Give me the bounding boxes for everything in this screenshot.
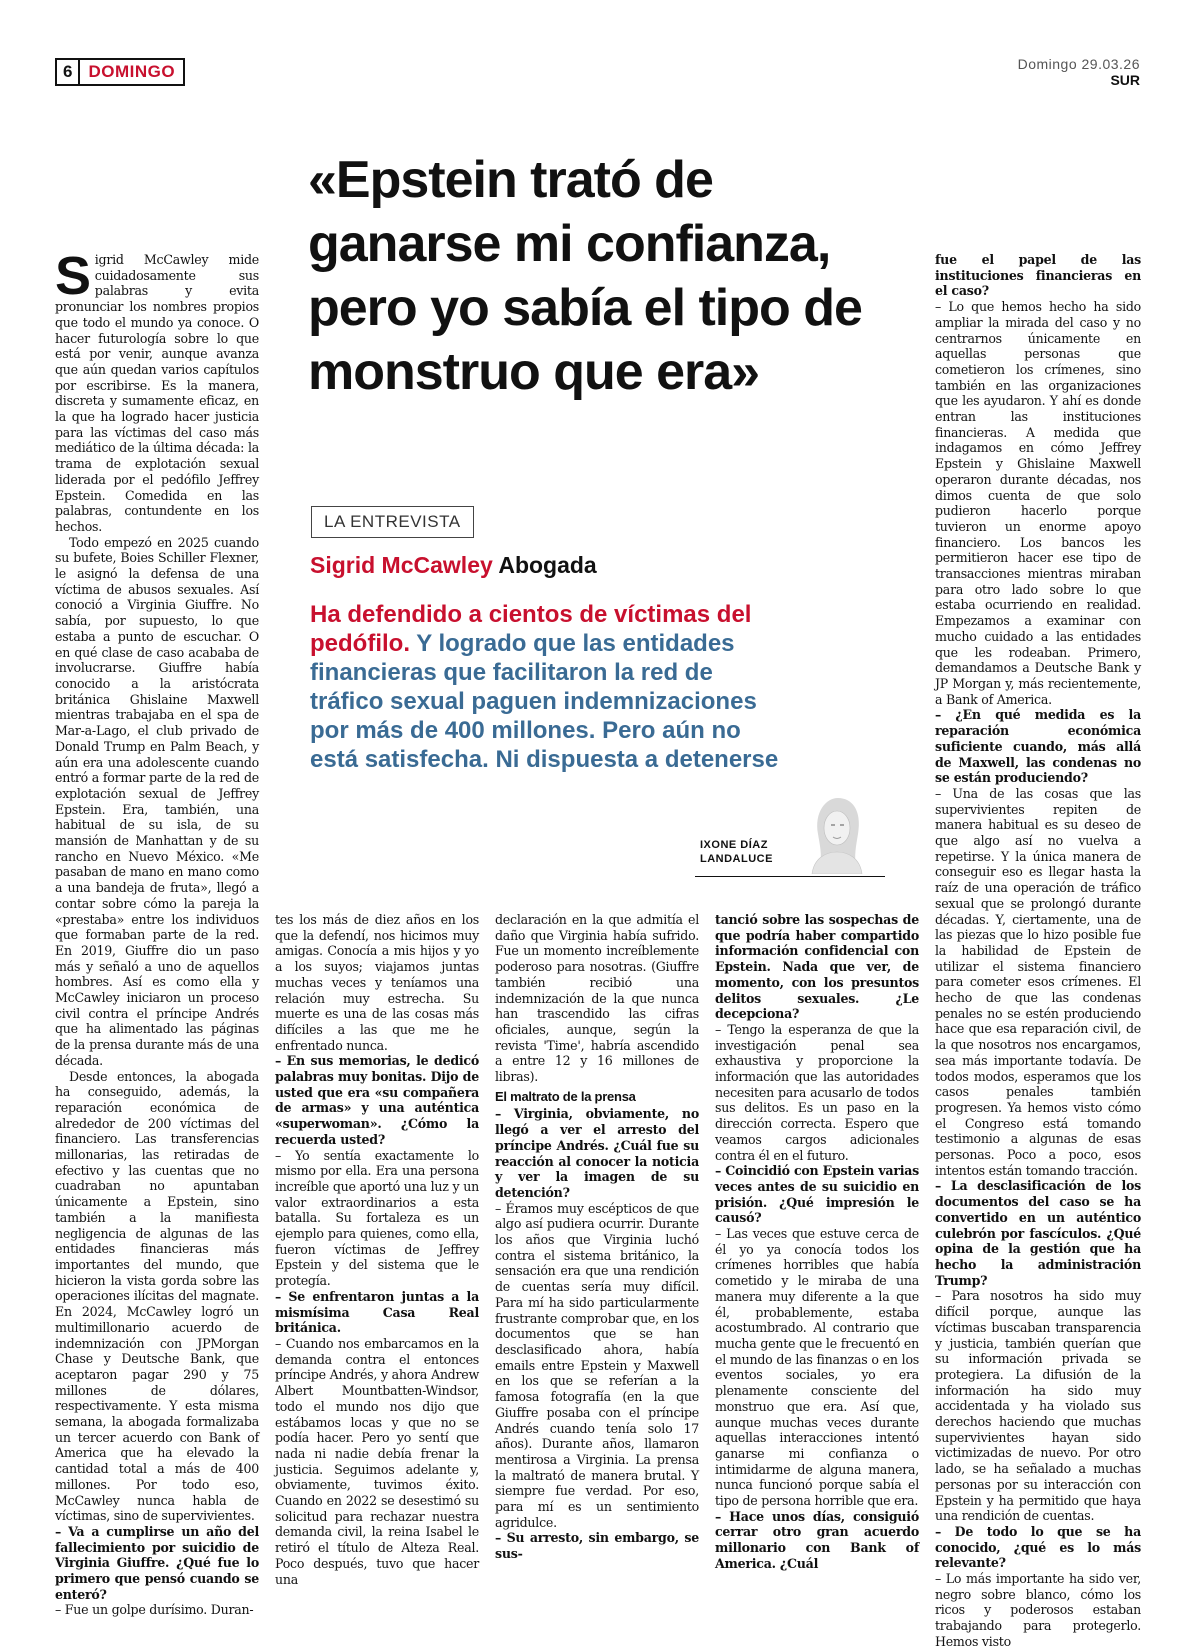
interview-question: – En sus memorias, le dedicó palabras muy bonitas. Dijo de usted que era «su compañera de armas» y una auténtica «superwoman». ¿Cómo la recuerda usted? [275, 1053, 479, 1147]
interview-answer: – Lo que hemos hecho ha sido ampliar la mirada del caso y no centrarnos únicamente en aquellas personas que cometieron los crímenes, sino también en las organizaciones que les ayudaron. Y ahí es donde entran las instituciones financieras. A medida que indagamos en cómo Jeffrey Epstein y Ghislaine Maxwell operaron durante décadas, nos dimos cuenta de que solo pudieron hacerlo porque tuvieron un enorme apoyo financiero. Los bancos les permitieron hacer ese tipo de transacciones mientras miraban para otro lado sobre lo que estaba ocurriendo en realidad. Empezamos a examinar con mucho cuidado a las entidades que les rodeaban. Primero, demandamos a Deutsche Bank y JP Morgan y, más recientemente, a Bank of America. [935, 299, 1141, 707]
interview-question: – Va a cumplirse un año del fallecimiento por suicidio de Virginia Giuffre. ¿Qué fue lo primero que pensó cuando se enteró? [55, 1523, 259, 1602]
publication-name: SUR [1110, 72, 1140, 88]
interview-answer: – Fue un golpe durísimo. Duran- [55, 1602, 254, 1618]
article-kicker: LA ENTREVISTA [311, 506, 474, 538]
body-column-4 [715, 912, 919, 1572]
article-headline: «Epstein trató de ganarse mi confianza, pero yo sabía el tipo de monstruo que era» [308, 151, 862, 401]
body-column-5 [935, 252, 1141, 1650]
interview-answer: – Éramos muy escépticos de que algo así pudiera ocurrir. Durante los años que Virginia luchó contra el sistema británico, la sensación era que una rendición de cuentas sería muy difícil. Para mí ha sido particularmente frustrante comprobar que, en los documentos que se han desclasificado ahora, había emails entre Epstein y Maxwell en los que se referían a la famosa fotografía (en la que Giuffre posaba con el príncipe Andrés cuando tenía solo 17 años). Durante años, llamaron mentirosa a Virginia. La prensa la maltrató de manera brutal. Y siempre fue verdad. Por eso, para mí es un sentimiento agridulce. [495, 1200, 699, 1530]
interview-answer: – Una de las cosas que las supervivientes repiten de manera habitual es su deseo de que algo así no vuelva a repetirse. Y la única manera de conseguir eso es llegar hasta la raíz de una operación de tráfico sexual que se prolongó durante décadas. Y, ciertamente, una de las piezas que lo hizo posible fue la habilidad de Epstein de utilizar el sistema financiero para cometer esos crímenes. El hecho de que las condenas penales no se estén produciendo hace que esa reparación civil, de la que nosotros nos encargamos, sea más importante todavía. De todos modos, esperamos que los casos penales también progresen. Ya hemos visto cómo el Congreso está tomando testimonio a algunas de esas personas. Poco a poco, esos intentos están tomando tracción. [935, 785, 1141, 1178]
interview-question: – De todo lo que se ha conocido, ¿qué es lo más relevante? [935, 1523, 1141, 1571]
subject-role: Abogada [498, 552, 597, 578]
issue-date: Domingo 29.03.26 [1017, 56, 1140, 72]
interview-answer: tes los más de diez años en los que la defendí, nos hicimos muy amigas. Conocía a mis hijos y yo a los suyos; viajamos juntas muchas veces y teníamos una relación muy estrecha. Su muerte es una de las cosas más difíciles a las que me he enfrentado nunca. [275, 912, 479, 1053]
page-header-box [55, 58, 185, 86]
subject-namebar [310, 552, 597, 579]
interview-question: fue el papel de las instituciones financieras en el caso? [935, 252, 1141, 299]
interview-answer: – Cuando nos embarcamos en la demanda contra el entonces príncipe Andrés, y ahora Andrew Albert Mountbatten-Windsor, todo el mundo nos dijo que estábamos locas y que no se podía hacer. Pero yo sentí que nada ni nadie debía frenar la justicia. Seguimos adelante y, obviamente, tuvimos éxito. Cuando en 2022 se desestimó su solicitud para rechazar nuestra demanda civil, la reina Isabel le retiró el título de Alteza Real. Poco después, tuvo que hacer una [275, 1335, 479, 1587]
page-number: 6 [57, 60, 80, 84]
interview-answer: declaración en la que admitía el daño que Virginia había sufrido. Fue un momento increíblemente poderoso para nosotras. (Giuffre también recibió una indemnización de la que nunca han trascendido las cifras oficiales, aunque, según la revista 'Time', habría ascendido a entre 12 y 16 millones de libras). [495, 912, 699, 1085]
interview-answer: – Para nosotros ha sido muy difícil porque, aunque las víctimas buscaban transparencia y justicia, también querían que su información privada se protegiera. La difusión de la información ha sido muy accidentada y ha violado sus derechos haciendo que muchas supervivientes hayan sido victimizadas de nuevo. Por otro lado, se ha señalado a muchas personas por su interacción con Epstein y ha permitido que haya una rendición de cuentas. [935, 1288, 1141, 1524]
body-paragraph: Todo empezó en 2025 cuando su bufete, Boies Schiller Flexner, le asignó la defensa de una víctima de abusos sexuales. Así conoció a Virginia Giuffre. No sabía, por supuesto, lo que estaba a punto de escuchar. O en qué clase de caso acababa de involucrarse. Giuffre había conocido a la aristócrata británica Ghislaine Maxwell mientras trabajaba en el spa de Mar-a-Lago, el club privado de Donald Trump en Palm Beach, y aún era una adolescente cuando entró a formar parte de la red de explotación sexual de Jeffrey Epstein. Era, también, una habitual de su isla, de su mansión de Manhattan y de su rancho en Nuevo México. «Me pasaban de mano en mano como a una bandeja de fruta», llegó a contar sobre cómo la pareja la «prestaba» entre los individuos que formaban parte de la red. En 2019, Giuffre dio un paso más y señaló a uno de aquellos hombres. Así es como ella y McCawley iniciaron un proceso civil contra el príncipe Andrés que ha alimentado las páginas de la prensa durante más de una década. [55, 534, 259, 1068]
interview-answer: – Lo más importante ha sido ver, negro sobre blanco, cómo los ricos y poderosos estaban trabajando para protegerlo. Hemos visto [935, 1571, 1141, 1649]
interview-question: – Coincidió con Epstein varias veces antes de su suicidio en prisión. ¿Qué impresión le causó? [715, 1163, 919, 1226]
interview-question: – Se enfrentaron juntas a la mismísima Casa Real británica. [275, 1288, 479, 1336]
dateline [1018, 56, 1140, 88]
interview-question: – ¿En qué medida es la reparación económica suficiente cuando, más allá de Maxwell, las condenas no se están produciendo? [935, 707, 1141, 786]
body-column-2 [275, 912, 479, 1587]
portrait-photo [806, 794, 868, 874]
interview-question: – Virginia, obviamente, no llegó a ver el arresto del príncipe Andrés. ¿Cuál fue su reacción al conocer la noticia y ver la imagen de su detención? [495, 1106, 699, 1200]
interview-question: – La desclasificación de los documentos del caso se ha convertido en un auténtico culebrón por fascículos. ¿Qué opina de la gestión que ha hecho la administración Trump? [935, 1178, 1141, 1288]
byline-line-1: IXONE DÍAZ [700, 839, 768, 851]
interview-question: tanció sobre las sospechas de que podría haber compartido información confidencial con Epstein. Nada que ver, de momento, con los presuntos delitos sexuales. ¿Le decepciona? [715, 912, 919, 1022]
byline-rule [695, 876, 885, 877]
standfirst-red: Ha defendido a cientos de víctimas del pedófilo. [310, 601, 752, 657]
section-label: DOMINGO [88, 62, 176, 81]
body-column-1 [55, 246, 259, 1618]
standfirst [310, 600, 790, 774]
interview-answer: – Yo sentía exactamente lo mismo por ella. Era una persona increíble que aportó una luz y un valor extraordinarios a esta batalla. Su fortaleza es un ejemplo para quienes, como ella, fueron víctimas de Jeffrey Epstein y del sistema que le protegía. [275, 1147, 479, 1289]
interview-answer: – Tengo la esperanza de que la investigación penal sea exhaustiva y proporcione la información que las autoridades necesiten para acusarlo de todos sus delitos. Es un paso en la dirección correcta. Espero que veamos cargos adicionales contra él en el futuro. [715, 1021, 919, 1163]
interview-question: – Hace unos días, consiguió cerrar otro gran acuerdo millonario con Bank of America. ¿Cuál [715, 1508, 919, 1571]
drop-cap: S [55, 246, 91, 306]
byline [700, 838, 773, 866]
body-paragraph: Desde entonces, la abogada ha conseguido, además, la reparación económica de alrededor de 200 víctimas del financiero. Las transferencias millonarias, las retiradas de efectivo y las cuentas que no cuadraban no apuntaban únicamente a Epstein, sino también a la manifiesta negligencia de algunas de las entidades financieras más importantes del mundo, que hicieron la vista gorda sobre las operaciones ilícitas del magnate. En 2024, McCawley logró un multimillonario acuerdo de indemnización con JPMorgan Chase y Deutsche Bank, que aceptaron pagar 290 y 75 millones de dólares, respectivamente. Y esta misma semana, la abogada formalizaba un tercer acuerdo con Bank of America que ha elevado la cantidad total a más de 400 millones. Por todo eso, McCawley nunca habla de víctimas, sino de supervivientes. [55, 1068, 259, 1524]
body-column-3 [495, 912, 699, 1562]
byline-line-2: LANDALUCE [700, 853, 773, 865]
subheading: El maltrato de la prensa [495, 1088, 636, 1104]
standfirst-blue: Y logrado que las entidades financieras que facilitaron la red de tráfico sexual paguen indemnizaciones por más de 400 millones. Pero aún no está satisfecha. Ni dispuesta a detenerse [310, 630, 779, 773]
subject-name: Sigrid McCawley [310, 552, 493, 578]
interview-question: – Su arresto, sin embargo, se sus- [495, 1530, 699, 1562]
interview-answer: – Las veces que estuve cerca de él yo ya conocía todos los crímenes horribles que había cometido y le miraba de una manera muy diferente a la que él, probablemente, estaba acostumbrado. Al contrario que mucha gente que le frecuentó en el mundo de las finanzas o en los eventos sociales, yo era plenamente consciente del monstruo que era. Así que, aunque muchas veces durante aquellas interacciones intentó ganarse mi confianza o intimidarme de alguna manera, nunca funcionó porque sabía el tipo de persona horrible que era. [715, 1226, 919, 1509]
intro-paragraph: Sigrid McCawley mide cuidadosamente sus palabras y evita pronunciar los nombres propios que todo el mundo ya conoce. O hacer futurología sobre lo que está por venir, aunque avanza que aún quedan varios capítulos por escribirse. Es la manera, discreta y sumamente eficaz, en la que ha logrado hacer justicia para las víctimas del caso más mediático de la última década: la trama de explotación sexual liderada por el pedófilo Jeffrey Epstein. Comedida en las palabras, contundente en los hechos. [55, 246, 259, 534]
